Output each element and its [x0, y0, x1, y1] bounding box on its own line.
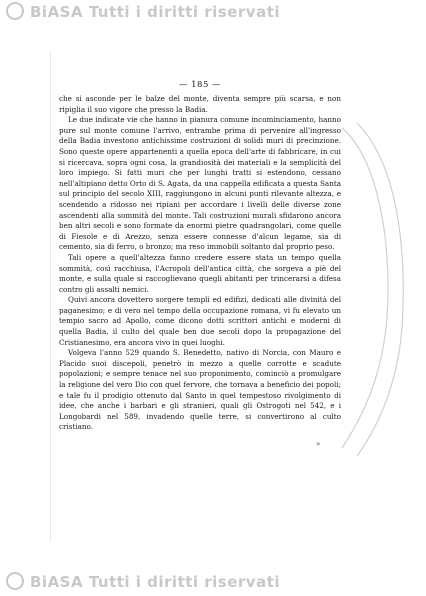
paragraph: Quivi ancora dovettero sorgere templi ed edifizi, dedicati alle divinità del paganesimo; e di vero nel tempo della occupazione romana, vi fu elevato un tempio sacro ad Apollo, come dicono dotti scrittori antichi e moderni di quella Badia, il culto del quale ben due secoli dopo la propagazione del Cristianesimo, era ancora vivo in quei luoghi. [59, 295, 341, 347]
body-text [59, 94, 341, 433]
watermark-text: BiASA Tutti i diritti riservati [30, 3, 281, 21]
paragraph: Le due indicate vie che hanno in pianura comune incominciamento, hanno pure sul monte comune l'arrivo, entrambe prima di pervenire all'ingresso della Badia investono antichissime costruzioni di solidi muri di precinzione. Sono queste opere appartenenti a quella epoca dell'arte di fabbricare, in cui si ricercava, sopra ogni cosa, la grandiosità dei materiali e la semplicità del loro impiego. Si fatti muri che per lunghi tratti si estendono, cessano nell'altipiano detto Orto di S. Agata, da una cappella edificata a questa Santa sul principio del secolo XIII, raggiungono in alcuni punti rilevante altezza, e scendendo a ridosso nei ripiani per accordare i livelli delle diverse zone ascendenti alla sommità del monte. Tali costruzioni murali sfidarono ancora ben altri secoli e sono formate da enormi pietre quadrangolari, come quelle di Fiesole e di Arezzo, senza essere connesse d'alcun legame, sia di cemento, sia di ferro, o bronzo; ma reso immobili soltanto dal proprio peso. [59, 115, 341, 252]
watermark-top [0, 2, 426, 21]
biasa-logo-icon [6, 2, 24, 20]
page-number: — 185 — [178, 80, 222, 90]
paragraph: che si asconde per le balze del monte, diventa sempre più scarsa, e non ripiglia il suo vigore che presso la Badia. [59, 94, 341, 114]
library-stamp [322, 118, 412, 458]
biasa-logo-icon [6, 572, 24, 590]
footnote-mark: » [316, 440, 321, 448]
paragraph: Tali opere a quell'altezza fanno credere essere stata un tempo quella sommità, così racchiusa, l'Acropoli dell'antica città, che sorgeva a piè del monte, e sulla quale si raccoglievano quegli abitanti per trincerarsi a difesa contro gli assalti nemici. [59, 252, 341, 294]
watermark-text: BiASA Tutti i diritti riservati [30, 573, 281, 591]
watermark-bottom [0, 572, 426, 591]
page-edge [50, 52, 51, 542]
paragraph: Volgeva l'anno 529 quando S. Benedetto, nativo di Norcia, con Mauro e Placido suoi discepoli, penetrò in mezzo a quelle corrotte e scadute popolazioni; e sempre tenace nel suo proponimento, cominciò a promulgare la religione del vero Dio con quel fervore, che tornava a beneficio dei popoli; e tale fu il prodigio ottenuto dal Santo in quel tempestoso rivolgimento di idee, che anche i barbari e gli stranieri, quali gli Ostrogoti nel 542, e i Longobardi nel 589, invadendo quelle terre, si convertirono al culto cristiano. [59, 348, 341, 432]
